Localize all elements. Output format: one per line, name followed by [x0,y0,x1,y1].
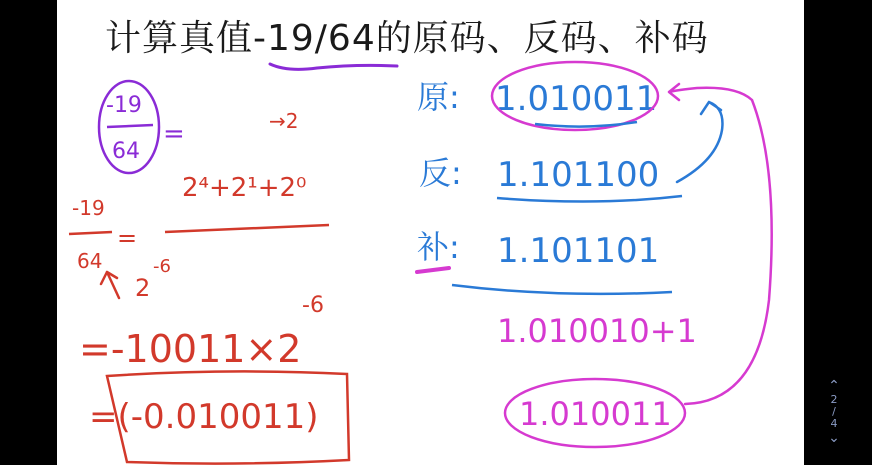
powers-bar [165,225,329,232]
orig-value: 1.010011 [495,79,658,119]
title-underline [270,64,397,69]
binary-scaled: =-10011×2 [79,327,302,371]
page-title: 计算真值-19/64的原码、反码、补码 [105,18,709,59]
comp-step: 1.010010+1 [497,312,697,350]
total-pages: 4 [830,417,838,430]
binary-scaled-exp: -6 [302,293,324,318]
frac2-bar [69,232,112,234]
frac-num: -19 [106,93,142,118]
frac-bar [107,125,153,127]
comp-result: 1.010011 [519,395,672,433]
frac2-eq: = [117,224,138,252]
comp-label-underline [417,268,449,272]
frac2-den: 64 [77,249,103,273]
inv-label: 反: [419,154,462,192]
page-navigator [822,378,846,464]
arrow-two: →2 [269,109,299,133]
exp-arrow [101,272,119,298]
frac2-num: -19 [72,196,105,220]
comp-underline [452,285,672,294]
comp-value: 1.101101 [497,231,660,271]
frac-eq: = [163,119,185,149]
exp-power: -6 [153,256,171,277]
current-page: 2 [830,393,838,406]
powers-sum: 2⁴+2¹+2⁰ [182,173,307,203]
inv-underline [497,196,682,202]
whiteboard [57,0,804,465]
page-separator: / [832,405,836,418]
frac-den: 64 [112,139,140,164]
inv-arrow [677,102,722,182]
binary-fraction: =(-0.010011) [89,397,319,437]
page-down-icon[interactable]: ⌄ [828,430,840,446]
page-up-icon[interactable]: ⌃ [828,378,840,394]
orig-label: 原: [417,78,460,116]
inv-value: 1.101100 [497,155,660,195]
comp-label: 补: [417,228,460,266]
letterbox-left [0,0,57,465]
handwriting-layer [57,0,804,465]
exp-base: 2 [135,274,151,302]
orig-underline [535,122,637,127]
